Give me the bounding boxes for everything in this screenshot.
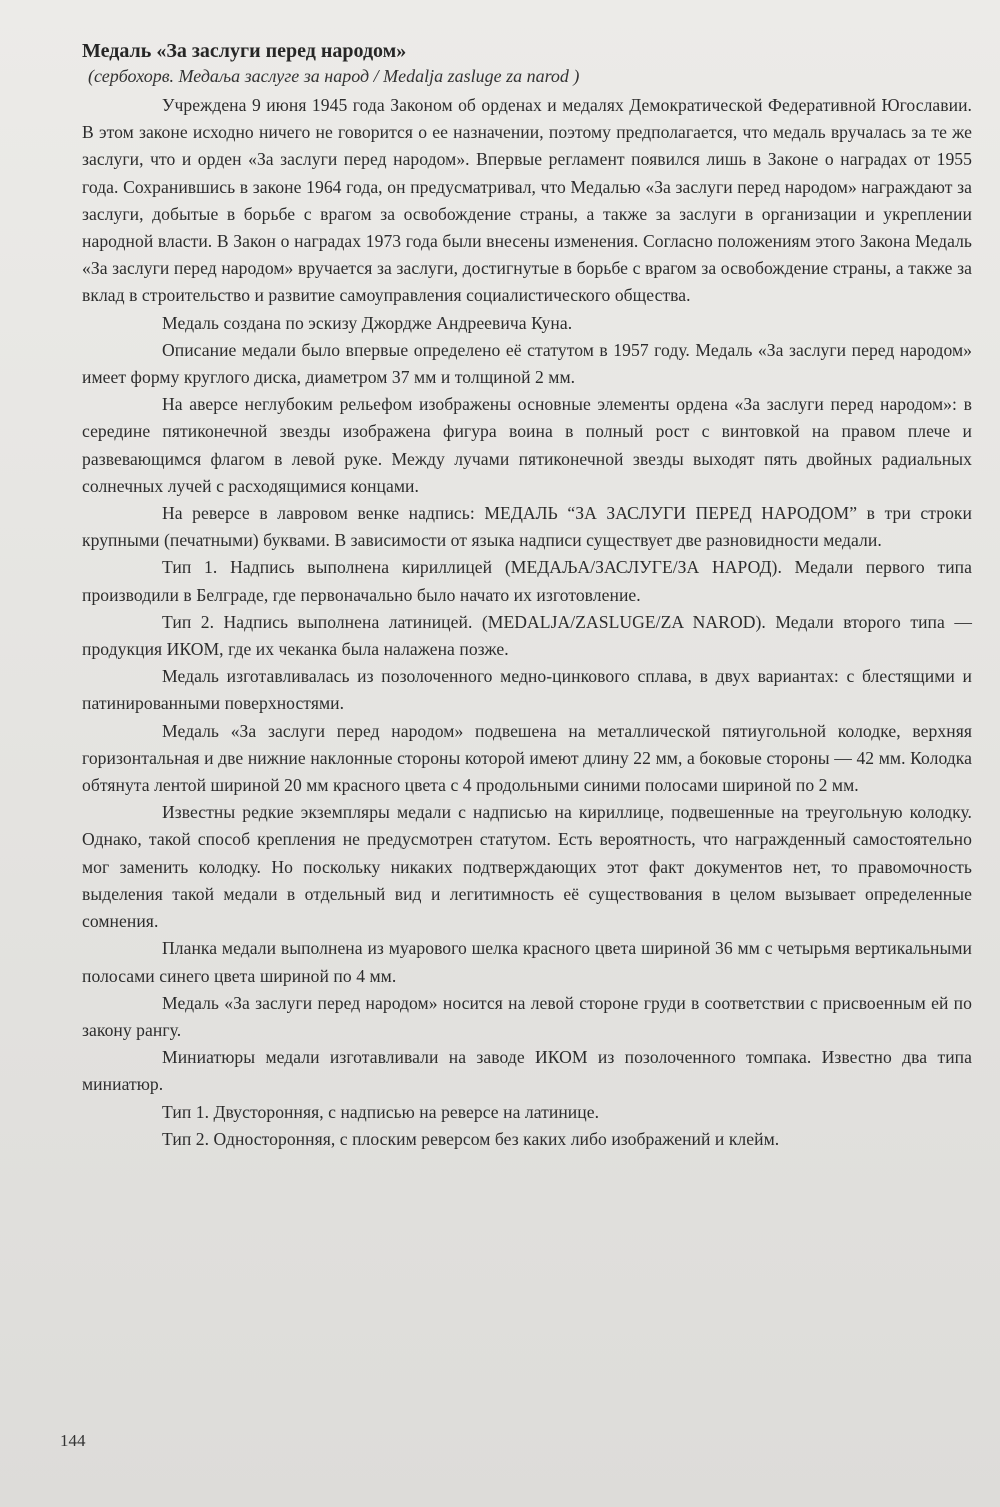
paragraph: На аверсе неглубоким рельефом изображены основные элементы ордена «За заслуги перед народом»: в середине пятиконечной звезды изображена фигура воина в полный рост с винтовкой на правом плече и развевающимся флагом в левой руке. Между лучами пятиконечной звезды выходят пять двойных радиальных солнечных лучей с расходящимися концами.: [82, 394, 972, 496]
paragraph: На реверсе в лавровом венке надпись: МЕДАЛЬ “ЗА ЗАСЛУГИ ПЕРЕД НАРОДОМ” в три строки крупными (печатными) буквами. В зависимости от языка надписи существует две разновидности медали.: [82, 503, 972, 551]
paragraph: Медаль создана по эскизу Джордже Андреевича Куна.: [162, 312, 573, 333]
paragraph: Медаль изготавливалась из позолоченного медно-цинкового сплава, в двух вариантах: с блестящими и патинированными поверхностями.: [82, 666, 972, 714]
page-number: 144: [60, 1431, 86, 1450]
paragraph: Медаль «За заслуги перед народом» подвешена на металлической пятиугольной колодке, верхняя горизонтальная и две нижние наклонные стороны которой имеют длину 22 мм, а боковые стороны — 42 мм. Колодка обтянута лентой шириной 20 мм красного цвета с 4 продольными синими полосами шириной по 2 мм.: [82, 720, 972, 796]
paragraph: Тип 1. Двусторонняя, с надписью на реверсе на латинице.: [162, 1101, 600, 1122]
article-title: Медаль «За заслуги перед народом»: [82, 40, 407, 62]
paragraph: Тип 2. Надпись выполнена латиницей. (MEDALJA/ZASLUGE/ZA NAROD). Медали второго типа — продукция ИКОМ, где их чеканка была налажена позже.: [82, 611, 972, 660]
paragraph: Медаль «За заслуги перед народом» носится на левой стороне груди в соответствии с присвоенным ей по закону рангу.: [82, 992, 972, 1040]
paragraph: Учреждена 9 июня 1945 года Законом об орденах и медалях Демократической Федеративной Югославии. В этом законе исходно ничего не говорится о ее назначении, поэтому предполагается, что медаль вручалась за те же заслуги, что и орден «За заслуги перед народом». Впервые регламент появился лишь в Законе о наградах от 1955 года. Сохранившись в законе 1964 года, он предусматривал, что Медалью «За заслуги перед народом» награждают за заслуги, добытые в борьбе с врагом за освобождение страны, а также за заслуги в организации и укреплении народной власти. В Закон о наградах 1973 года были внесены изменения. Согласно положениям этого Закона Медаль «За заслуги перед народом» вручается за заслуги, достигнутые в борьбе с врагом за освобождение страны, а также за вклад в строительство и развитие самоуправления социалистического общества.: [82, 95, 972, 306]
paragraph: Описание медали было впервые определено её статутом в 1957 году. Медаль «За заслуги перед народом» имеет форму круглого диска, диаметром 37 мм и толщиной 2 мм.: [82, 339, 972, 388]
paragraph: Тип 2. Односторонняя, с плоским реверсом без каких либо изображений и клейм.: [162, 1128, 780, 1149]
paragraph: Известны редкие экземпляры медали с надписью на кириллице, подвешенные на треугольную колодку. Однако, такой способ крепления не предусмотрен статутом. Есть вероятность, что награжденный самостоятельно мог заменить колодку. Но поскольку никаких подтверждающих этот факт документов нет, то правомочность выделения такой медали в отдельный вид и легитимность её существования в целом вызывает определенные сомнения.: [82, 802, 972, 932]
article-subtitle: (сербохорв. Медаља заслуге за народ / Medalja zasluge za narod ): [88, 66, 580, 86]
paragraph: Тип 1. Надпись выполнена кириллицей (МЕДАЉА/ЗАСЛУГЕ/ЗА НАРОД). Медали первого типа производили в Белграде, где первоначально было начато их изготовление.: [82, 557, 972, 605]
paragraph: Планка медали выполнена из муарового шелка красного цвета шириной 36 мм с четырьмя вертикальными полосами синего цвета шириной по 4 мм.: [82, 938, 972, 986]
article: [82, 38, 972, 1153]
paragraph: Миниатюры медали изготавливали на заводе ИКОМ из позолоченного томпака. Известно два типа миниатюр.: [82, 1047, 972, 1095]
